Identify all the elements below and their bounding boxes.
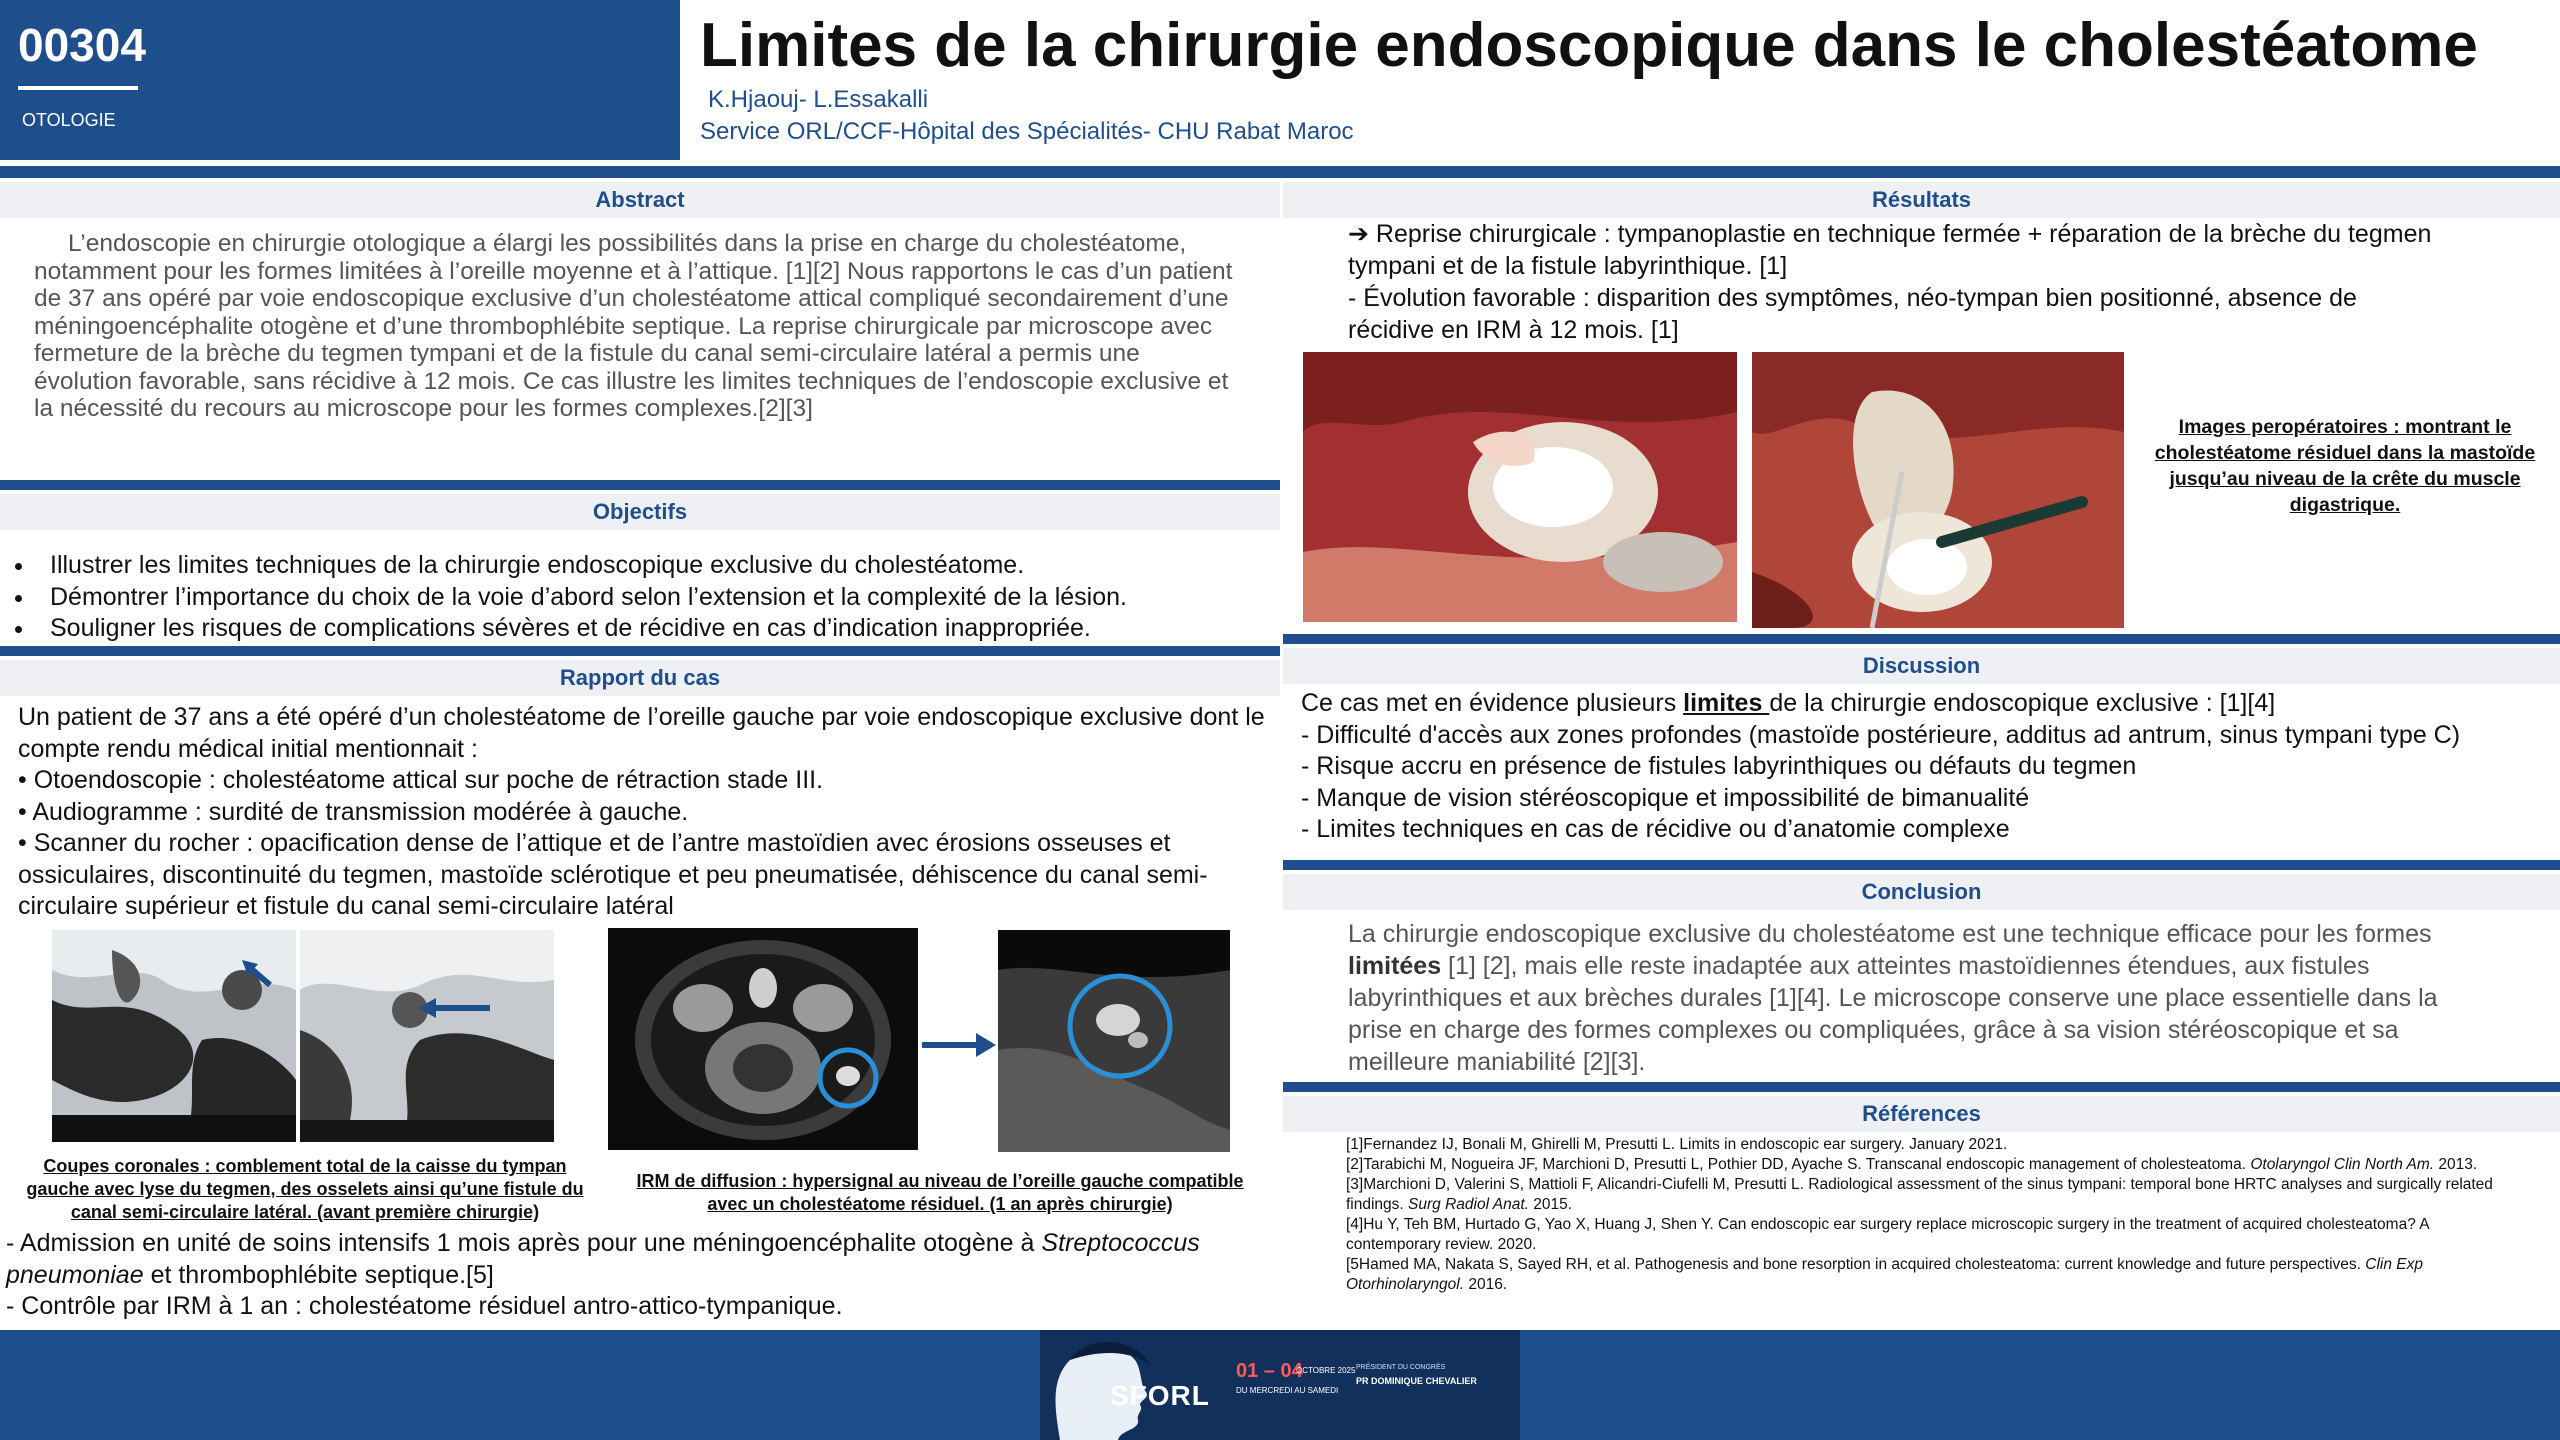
case-mri-control: - Contrôle par IRM à 1 an : cholestéatome résiduel antro-attico-tympanique.	[6, 1292, 843, 1320]
section-divider	[1283, 1082, 2560, 1092]
ct-caption: Coupes coronales : comblement total de la caisse du tympan gauche avec lyse du tegmen, des osselets ainsi qu’une fistule du canal semi-circulaire latéral. (avant première chirurgie)	[26, 1156, 584, 1222]
section-header-case: Rapport du cas	[0, 660, 1280, 696]
discussion-text	[1301, 688, 2556, 846]
case-otoendoscopy: • Otoendoscopie : cholestéatome attical sur poche de rétraction stade III.	[18, 766, 824, 794]
congress-dates: 01 – 04	[1236, 1360, 1303, 1382]
section-divider	[1283, 860, 2560, 870]
results-reintervention: ➔ Reprise chirurgicale : tympanoplastie en technique fermée + réparation de la brèche du tegmen tympani et de la fistule labyrinthique. [1]	[1348, 220, 2432, 280]
intraop-photo-2	[1752, 352, 2124, 628]
results-text	[1348, 218, 2438, 346]
discussion-intro: Ce cas met en évidence plusieurs limites de la chirurgie endoscopique exclusive : [1][4]	[1301, 689, 2276, 717]
discussion-item: - Manque de vision stéréoscopique et impossibilité de bimanualité	[1301, 783, 2030, 812]
mri-caption: IRM de diffusion : hypersignal au niveau de l’oreille gauche compatible avec un cholestéatome résiduel. (1 an après chirurgie)	[636, 1171, 1244, 1214]
section-header-references: Références	[1283, 1096, 2560, 1132]
mri-image-zoom	[998, 930, 1230, 1152]
poster-affiliation: Service ORL/CCF-Hôpital des Spécialités- CHU Rabat Maroc	[700, 118, 1354, 145]
reference-item: [2]Tarabichi M, Nogueira JF, Marchioni D, Presutti L, Pothier DD, Ayache S. Transcanal endoscopic management of cholesteatoma. Otolaryngol Clin North Am. 2013.	[1346, 1156, 2478, 1173]
references-list	[1346, 1135, 2526, 1295]
case-audiogram: • Audiogramme : surdité de transmission modérée à gauche.	[18, 797, 689, 826]
mri-image-axial	[608, 928, 918, 1150]
president-name: PR DOMINIQUE CHEVALIER	[1356, 1376, 1477, 1386]
ct-image-right	[300, 930, 554, 1142]
poster-authors: K.Hjaouj- L.Essakalli	[708, 86, 929, 113]
reference-item: [3]Marchioni D, Valerini S, Mattioli F, Alicandri-Ciufelli M, Presutti L. Radiological assessment of the sinus tympani: temporal bone HRTC analyses and surgically related findings. Surg Radiol Anat. 2015.	[1346, 1176, 2493, 1213]
objectives-list	[0, 550, 1270, 645]
case-intro: Un patient de 37 ans a été opéré d’un cholestéatome de l’oreille gauche par voie endoscopique exclusive dont le compte rendu médical initial mentionnait :	[18, 703, 1265, 763]
case-ct-scan: • Scanner du rocher : opacification dense de l’attique et de l’antre mastoïdien avec érosions osseuses et ossiculaires, discontinuité du tegmen, mastoïde sclérotique et peu pneumatisée, déhiscence du canal semi-circulaire supérieur et fistule du canal semi-circulaire latéral	[18, 829, 1208, 920]
case-admission: - Admission en unité de soins intensifs 1 mois après pour une méningoencéphalite otogène à Streptococcus pneumoniae et thrombophlébite septique.[5]	[6, 1229, 1200, 1289]
objective-item: • Souligner les risques de complications sévères et de récidive en cas d’indication inappropriée.	[36, 613, 1270, 645]
header-divider	[0, 166, 2560, 178]
objective-item: • Démontrer l’importance du choix de la voie d’abord selon l’extension et la complexité de la lésion.	[36, 582, 1270, 614]
reference-item: [4]Hu Y, Teh BM, Hurtado G, Yao X, Huang J, Shen Y. Can endoscopic ear surgery replace microscopic surgery in the treatment of acquired cholesteatoma? A contemporary review. 2020.	[1346, 1216, 2429, 1253]
abstract-text: L’endoscopie en chirurgie otologique a élargi les possibilités dans la prise en charge du cholestéatome, notamment pour les formes limitées à l’oreille moyenne et à l’attique. [1][2] Nous rapportons le cas d’un patient de 37 ans opéré par voie endoscopique exclusive d’un cholestéatome attical compliqué secondairement d’une méningoencéphalite otogène et d’une thrombophlébite septique. La reprise chirurgicale par microscope avec fermeture de la brèche du tegmen tympani et de la fistule du canal semi-circulaire latéral a permis une évolution favorable, sans récidive à 12 mois. Ce cas illustre les limites techniques de l’endoscopie exclusive et la nécessité du recours au microscope pour les formes complexes.[2][3]	[34, 230, 1233, 422]
section-header-objectives: Objectifs	[0, 494, 1280, 530]
congress-logo: SFORL	[1110, 1380, 1210, 1411]
section-divider	[0, 480, 1280, 490]
section-header-conclusion: Conclusion	[1283, 874, 2560, 910]
congress-month: OCTOBRE 2025	[1296, 1366, 1356, 1375]
conclusion-text: La chirurgie endoscopique exclusive du cholestéatome est une technique efficace pour les formes limitées [1] [2], mais elle reste inadaptée aux atteintes mastoïdiennes étendues, aux fistules labyrinthiques et aux brèches durales [1][4]. Le microscope conserve une place essentielle dans la prise en charge des formes complexes ou compliquées, grâce à sa vision stéréoscopique et sa meilleure maniabilité [2][3].	[1348, 920, 2438, 1076]
case-report-text	[18, 702, 1273, 923]
section-divider	[0, 646, 1280, 656]
section-header-abstract: Abstract	[0, 182, 1280, 218]
discussion-item: - Limites techniques en cas de récidive ou d’anatomie complexe	[1301, 815, 2010, 843]
results-evolution: - Évolution favorable : disparition des symptômes, néo-tympan bien positionné, absence de récidive en IRM à 12 mois. [1]	[1348, 284, 2357, 344]
ct-image-left	[52, 930, 296, 1142]
reference-item: [1]Fernandez IJ, Bonali M, Ghirelli M, Presutti L. Limits in endoscopic ear surgery. January 2021.	[1346, 1136, 2008, 1153]
poster-title: Limites de la chirurgie endoscopique dans le cholestéatome	[700, 11, 2478, 80]
case-followup-text	[6, 1228, 1276, 1323]
intraop-caption: Images peropératoires : montrant le cholestéatome résiduel dans la mastoïde jusqu’au niveau de la crête du muscle digastrique.	[2154, 416, 2536, 516]
header-badge	[0, 0, 680, 160]
poster-number: 00304	[18, 19, 146, 71]
congress-banner	[1040, 1330, 1520, 1440]
section-divider	[1283, 634, 2560, 644]
section-header-results: Résultats	[1283, 182, 2560, 218]
congress-days: DU MERCREDI AU SAMEDI	[1236, 1386, 1339, 1395]
discussion-item: - Risque accru en présence de fistules labyrinthiques ou défauts du tegmen	[1301, 752, 2137, 780]
section-header-discussion: Discussion	[1283, 648, 2560, 684]
discussion-item: - Difficulté d'accès aux zones profondes (mastoïde postérieure, additus ad antrum, sinus tympani type C)	[1301, 720, 2461, 749]
badge-divider	[18, 86, 138, 90]
arrow-icon	[918, 1030, 998, 1060]
reference-item: [5Hamed MA, Nakata S, Sayed RH, et al. Pathogenesis and bone resorption in acquired cholesteatoma: current knowledge and future perspectives. Clin Exp Otorhinolaryngol. 2016.	[1346, 1256, 2423, 1293]
president-label: PRÉSIDENT DU CONGRÈS	[1356, 1364, 1446, 1371]
poster-category: OTOLOGIE	[22, 110, 116, 130]
objective-item: • Illustrer les limites techniques de la chirurgie endoscopique exclusive du cholestéatome.	[36, 550, 1270, 582]
intraop-photo-1	[1303, 352, 1737, 622]
